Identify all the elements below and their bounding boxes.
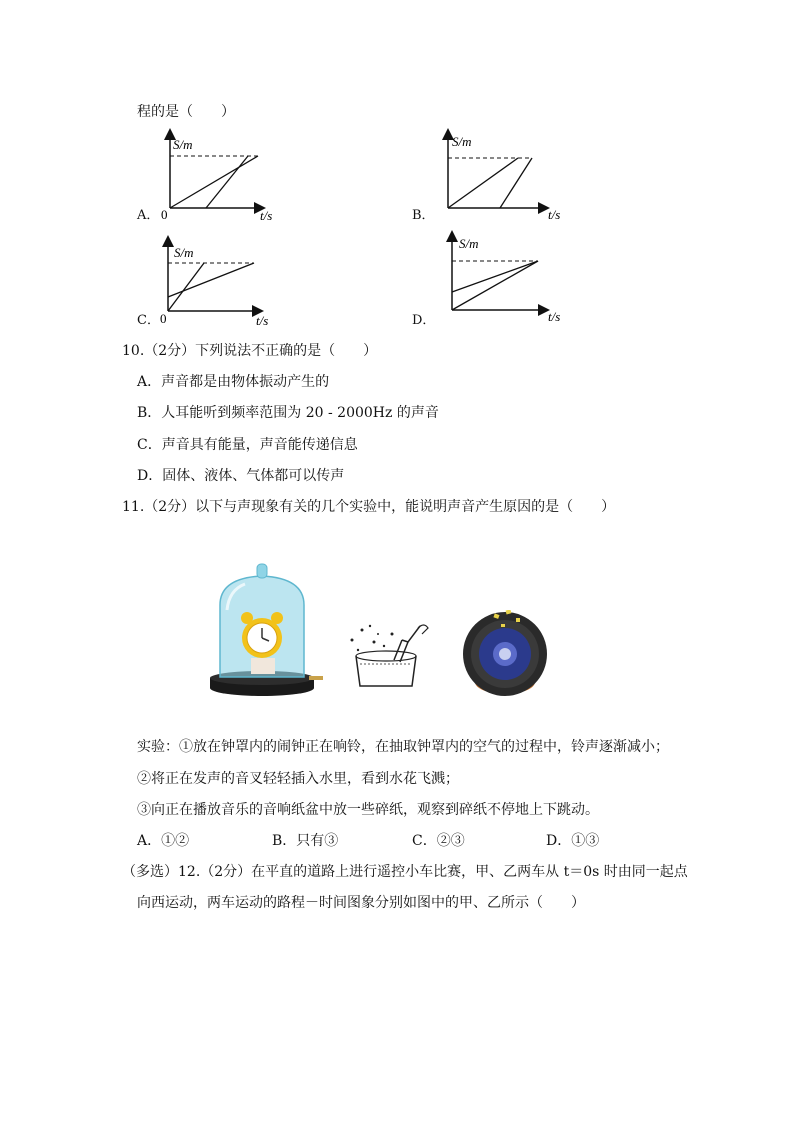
x-axis-label: t/s	[548, 309, 561, 324]
q11-experiment-1: 实验：①放在钟罩内的闹钟正在响铃，在抽取钟罩内的空气的过程中，铃声逐渐减小；	[137, 739, 669, 755]
y-axis-label: S/m	[174, 245, 194, 260]
q9-option-c-letter[interactable]: C．	[137, 313, 160, 328]
x-axis-label: t/s	[548, 207, 561, 222]
y-axis-label: S/m	[459, 236, 479, 251]
q12-stem-line-2: 向西运动，两车运动的路程－时间图象分别如图中的甲、乙所示（ ）	[137, 895, 585, 911]
q11-option-a[interactable]: A．①②	[137, 833, 190, 849]
q11-option-b[interactable]: B．只有③	[272, 833, 339, 849]
line-1	[448, 158, 518, 208]
q9-graph-c[interactable]	[156, 235, 286, 330]
q9-graph-a[interactable]	[158, 128, 288, 223]
q9-graph-b[interactable]	[436, 128, 566, 223]
x-axis-label: t/s	[260, 208, 273, 223]
q9-graph-d[interactable]	[440, 230, 570, 325]
q9-option-d-letter[interactable]: D．	[412, 313, 436, 328]
q10-stem: 10.（2分）下列说法不正确的是（ ）	[122, 343, 378, 359]
origin-label: 0	[160, 311, 167, 326]
line-1	[170, 156, 258, 208]
q11-option-c[interactable]: C．②③	[412, 833, 465, 849]
q11-stem: 11.（2分）以下与声现象有关的几个实验中，能说明声音产生原因的是（ ）	[122, 499, 616, 515]
line-2	[500, 158, 532, 208]
y-axis-label: S/m	[452, 134, 472, 149]
q9-option-a-letter[interactable]: A．	[137, 208, 160, 223]
q11-experiment-2: ②将正在发声的音叉轻轻插入水里，看到水花飞溅；	[137, 771, 459, 787]
origin-label: 0	[161, 207, 168, 222]
line-1	[452, 261, 538, 292]
q9-stem-tail: 程的是（ ）	[137, 104, 235, 120]
y-axis-label: S/m	[173, 137, 193, 152]
tuning-fork-water-illustration	[342, 620, 434, 692]
q11-experiment-3: ③向正在播放音乐的音响纸盆中放一些碎纸，观察到碎纸不停地上下跳动。	[137, 802, 599, 818]
line-2	[452, 261, 538, 310]
x-axis-label: t/s	[256, 313, 269, 328]
q9-option-b-letter[interactable]: B．	[412, 208, 435, 223]
q11-option-d[interactable]: D．①③	[546, 833, 600, 849]
q10-option-d[interactable]: D．固体、液体、气体都可以传声	[137, 468, 345, 484]
line-1	[168, 263, 254, 297]
line-2	[206, 156, 248, 208]
q10-option-a[interactable]: A．声音都是由物体振动产生的	[137, 374, 330, 390]
speaker-illustration	[458, 610, 553, 700]
line-2	[168, 263, 204, 311]
q10-option-b[interactable]: B．人耳能听到频率范围为 20 - 2000Hz 的声音	[137, 405, 439, 421]
q10-option-c[interactable]: C．声音具有能量，声音能传递信息	[137, 437, 358, 453]
bell-jar-illustration	[205, 560, 325, 705]
q12-stem-line-1: （多选）12.（2分）在平直的道路上进行遥控小车比赛，甲、乙两车从 t＝0s 时由同一起点	[122, 864, 688, 880]
